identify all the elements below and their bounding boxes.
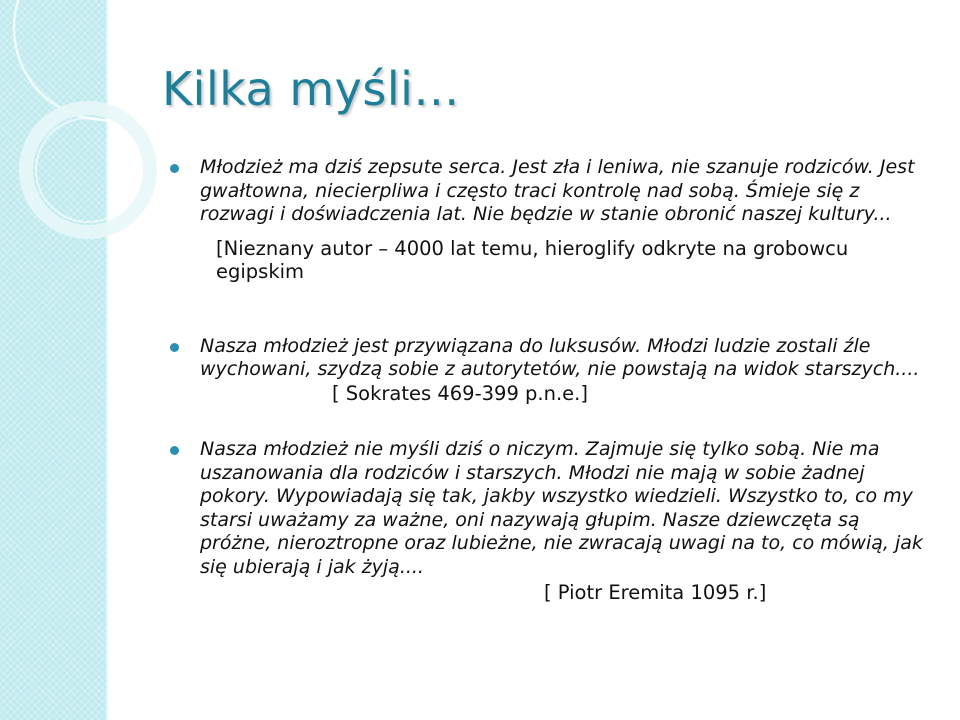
quote-source: [ Sokrates 469-399 p.n.e.] bbox=[332, 381, 588, 405]
slide-title: Kilka myśli… bbox=[162, 62, 460, 116]
quote-item bbox=[170, 156, 930, 284]
bullet-icon bbox=[170, 164, 179, 173]
side-band-edge bbox=[106, 0, 108, 720]
quote-source: [ Piotr Eremita 1095 r.] bbox=[544, 581, 767, 604]
quote-text: Młodzież ma dziś zepsute serca. Jest zła i leniwa, nie szanuje rodziców. Jest gwałtowna, niecierpliwa i często traci kontrolę nad sobą. Śmieje się z rozwagi i doświadczenia lat. Nie będzie w stanie obronić naszej kultury... bbox=[200, 156, 915, 225]
quote-item bbox=[170, 335, 930, 407]
bullet-icon bbox=[170, 343, 179, 352]
slide-content bbox=[170, 156, 930, 605]
bullet-icon bbox=[170, 446, 179, 455]
decorative-side-band bbox=[0, 0, 106, 720]
quote-text: Nasza młodzież nie myśli dziś o niczym. Zajmuje się tylko sobą. Nie ma uszanowania dla rodziców i starszych. Młodzi nie mają w sobie żadnej pokory. Wypowiadają się tak, jakby wszystko wiedzieli. Wszystko to, co my starsi uważamy za ważne, oni nazywają głupim. Nasze dziewczęta są próżne, nieroztropne oraz lubieżne, nie zwracają uwagi na to, co mówią, jak się ubierają i jak żyją.... bbox=[200, 438, 923, 578]
quote-item bbox=[170, 438, 930, 605]
quote-source: [Nieznany autor – 4000 lat temu, hieroglify odkryte na grobowcu egipskim bbox=[216, 236, 849, 283]
quote-text: Nasza młodzież jest przywiązana do luksusów. Młodzi ludzie zostali źle wychowani, szydzą sobie z autorytetów, nie powstają na widok starszych.... bbox=[200, 334, 920, 380]
